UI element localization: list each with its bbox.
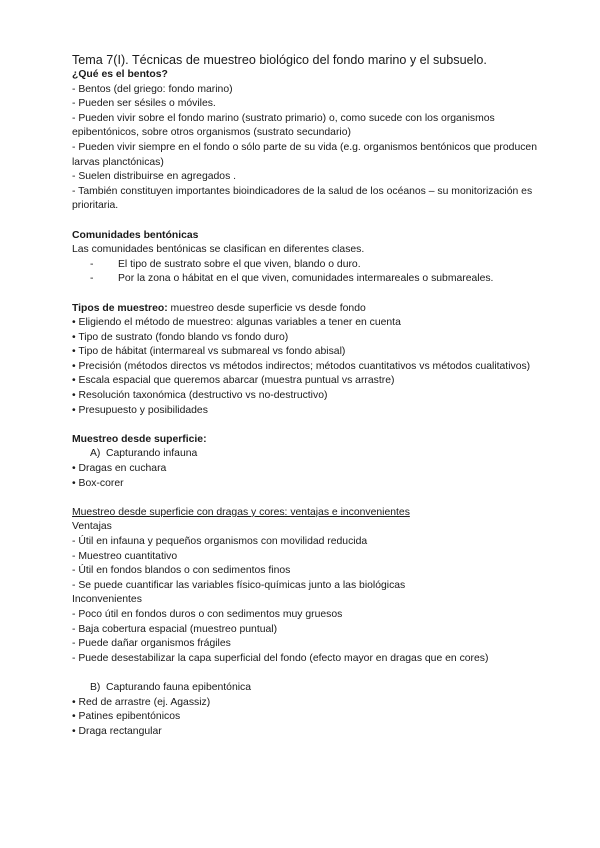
ventajas-line: - Se puede cuantificar las variables físico-químicas junto a las biológicas xyxy=(72,579,406,591)
spacer xyxy=(72,418,542,433)
spacer xyxy=(72,491,542,506)
ventajas-line: - Útil en infauna y pequeños organismos con movilidad reducida xyxy=(72,536,368,547)
spacer xyxy=(72,287,542,302)
letter-marker: B) xyxy=(90,681,101,693)
inconvenientes-line: - Puede desestabilizar la capa superficial del fondo (efecto mayor en dragas que en cores) xyxy=(72,652,489,664)
ventajas-label: Ventajas xyxy=(72,521,112,533)
bentos-line: - Pueden vivir sobre el fondo marino (sustrato primario) o, como sucede con los organismos epibentónicos, sobre otros organismos (sustrato secundario) xyxy=(72,112,495,139)
tipos-heading-rest: muestreo desde superficie vs desde fondo xyxy=(167,302,366,314)
dash-marker: - xyxy=(90,273,94,285)
ventajas-line: - Muestreo cuantitativo xyxy=(72,550,178,562)
comunidades-item-text: El tipo de sustrato sobre el que viven, blando o duro. xyxy=(118,258,361,270)
tipos-heading: Tipos de muestreo: xyxy=(72,302,168,314)
subsection-b xyxy=(72,681,542,696)
superficie-a-line: • Dragas en cuchara xyxy=(72,463,167,475)
bentos-line: - Suelen distribuirse en agregados . xyxy=(72,171,237,183)
inconvenientes-label: Inconvenientes xyxy=(72,594,142,606)
ventajas-line: - Útil en fondos blandos o con sedimentos finos xyxy=(72,565,291,577)
bentos-line: - Pueden ser sésiles o móviles. xyxy=(72,98,216,110)
document-title: Tema 7(I). Técnicas de muestreo biológico del fondo marino y el subsuelo. xyxy=(72,53,487,67)
comunidades-item xyxy=(72,258,542,273)
bentos-line: - También constituyen importantes bioindicadores de la salud de los océanos – su monitorización es prioritaria. xyxy=(72,185,533,212)
superficie-b-line: • Red de arrastre (ej. Agassiz) xyxy=(72,696,211,708)
comunidades-heading: Comunidades bentónicas xyxy=(72,229,199,241)
superficie-heading: Muestreo desde superficie: xyxy=(72,433,207,445)
superficie-a-line: • Box-corer xyxy=(72,477,124,489)
spacer xyxy=(72,666,542,681)
comunidades-item xyxy=(72,272,542,287)
letter-marker: A) xyxy=(90,448,101,460)
bentos-heading: ¿Qué es el bentos? xyxy=(72,69,168,80)
tipos-line: • Precisión (métodos directos vs métodos indirectos; métodos cuantitativos vs métodos cualitativos) xyxy=(72,360,531,372)
subsection-a-title: Capturando infauna xyxy=(106,448,198,460)
tipos-line: • Tipo de sustrato (fondo blando vs fondo duro) xyxy=(72,331,289,343)
document-page xyxy=(72,52,542,739)
superficie-b-line: • Draga rectangular xyxy=(72,725,162,737)
dash-marker: - xyxy=(90,258,94,270)
subsection-b-title: Capturando fauna epibentónica xyxy=(106,681,252,693)
spacer xyxy=(72,214,542,229)
tipos-line: • Eligiendo el método de muestreo: algunas variables a tener en cuenta xyxy=(72,317,401,329)
inconvenientes-line: - Baja cobertura espacial (muestreo puntual) xyxy=(72,623,278,635)
tipos-heading-line xyxy=(72,302,542,317)
inconvenientes-line: - Puede dañar organismos frágiles xyxy=(72,638,231,650)
inconvenientes-line: - Poco útil en fondos duros o con sedimentos muy gruesos xyxy=(72,608,343,620)
tipos-line: • Escala espacial que queremos abarcar (muestra puntual vs arrastre) xyxy=(72,375,395,387)
subsection-a xyxy=(72,447,542,462)
comunidades-intro: Las comunidades bentónicas se clasifican en diferentes clases. xyxy=(72,244,365,256)
tipos-line: • Presupuesto y posibilidades xyxy=(72,404,208,416)
comunidades-item-text: Por la zona o hábitat en el que viven, comunidades intermareales o submareales. xyxy=(118,273,494,285)
ventajas-heading: Muestreo desde superficie con dragas y cores: ventajas e inconvenientes xyxy=(72,506,410,518)
tipos-line: • Tipo de hábitat (intermareal vs submareal vs fondo abisal) xyxy=(72,346,346,358)
bentos-line: - Pueden vivir siempre en el fondo o sólo parte de su vida (e.g. organismos bentónicos que producen larvas planctónicas) xyxy=(72,141,537,168)
superficie-b-line: • Patines epibentónicos xyxy=(72,711,181,723)
tipos-line: • Resolución taxonómica (destructivo vs no-destructivo) xyxy=(72,390,328,402)
bentos-line: - Bentos (del griego: fondo marino) xyxy=(72,83,233,95)
